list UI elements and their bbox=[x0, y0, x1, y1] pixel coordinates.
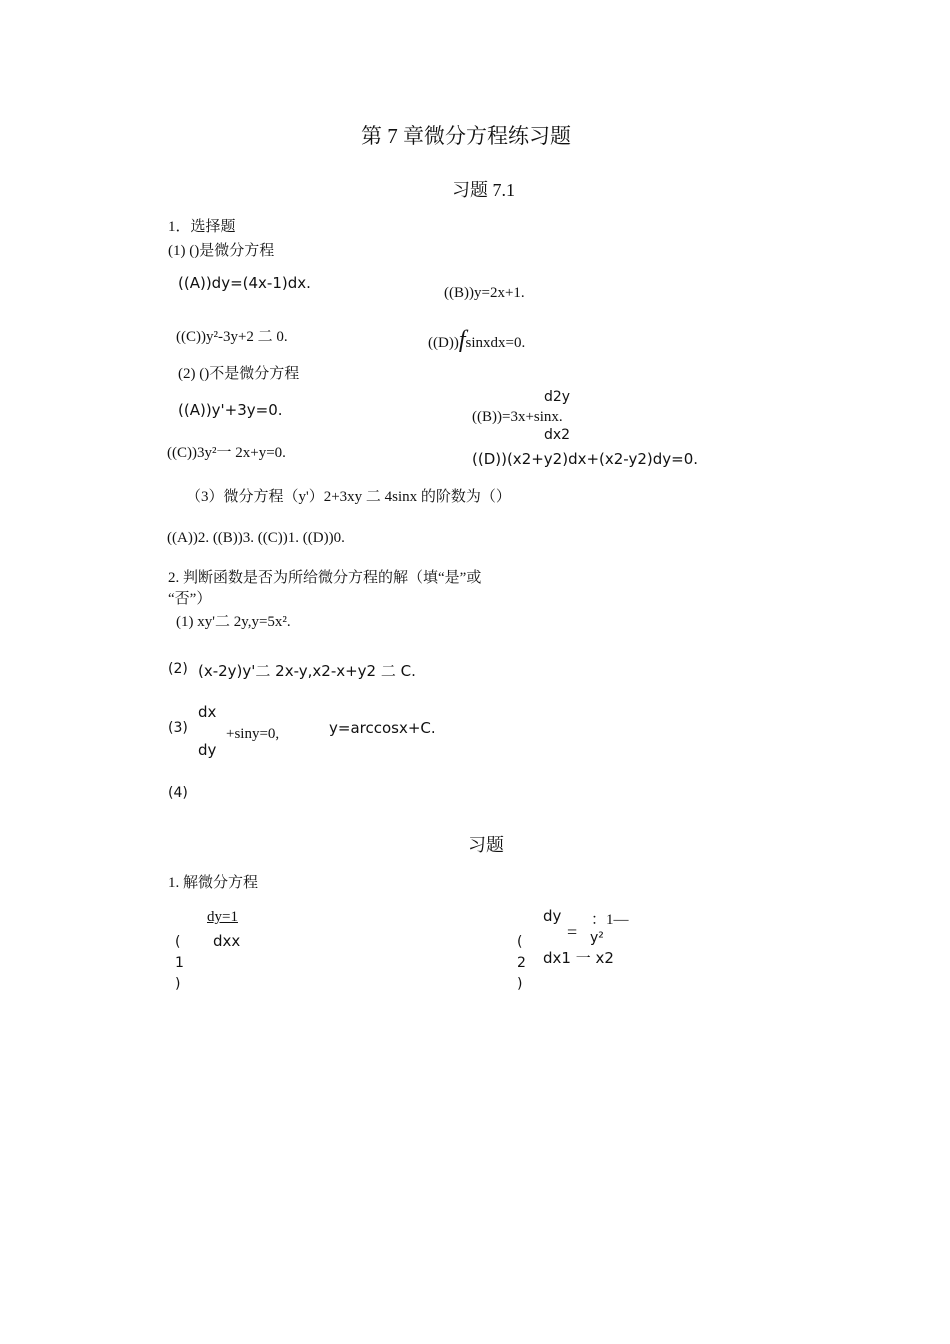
q1-p1-option-c: ((C))y²-3y+2 二 0. bbox=[176, 329, 288, 345]
eq2-y-squared: y² bbox=[590, 930, 604, 946]
q1-p2-label: (2) ()不是微分方程 bbox=[178, 366, 300, 382]
q2-item-3-number: (3) bbox=[168, 720, 188, 736]
section-title-7-1: 习题 7.1 bbox=[452, 180, 515, 200]
q1-p2-option-d: ((D))(x2+y2)dx+(x2-y2)dy=0. bbox=[472, 450, 699, 468]
q2-item-3-numerator: dx bbox=[198, 703, 217, 721]
q1-heading: 1．选择题 bbox=[168, 219, 236, 235]
q1-p2-option-b-numerator: d2y bbox=[544, 389, 571, 405]
q3-heading: 1. 解微分方程 bbox=[168, 875, 259, 891]
eq2-denominator: dx1 一 x2 bbox=[543, 949, 614, 967]
q1-p1-option-d-prefix: ((D)) bbox=[428, 335, 459, 351]
q1-p1-option-a: ((A))dy=(4x-1)dx. bbox=[178, 274, 311, 292]
eq1-numerator: dy=1 bbox=[207, 909, 238, 925]
eq1-number-close: ) bbox=[175, 976, 181, 992]
section-title-2: 习题 bbox=[468, 835, 504, 855]
q1-p2-option-b-denominator: dx2 bbox=[544, 427, 571, 443]
q2-item-3-denominator: dy bbox=[198, 741, 217, 759]
q1-p2-option-c: ((C))3y²一 2x+y=0. bbox=[167, 445, 286, 461]
eq2-numerator: dy bbox=[543, 907, 562, 925]
q2-item-1: (1) xy'二 2y,y=5x². bbox=[176, 614, 291, 630]
q2-item-2: (x-2y)y'二 2x-y,x2-x+y2 二 C. bbox=[198, 662, 416, 680]
eq1-number-open: ( bbox=[175, 934, 181, 950]
eq1-denominator: dxx bbox=[213, 932, 241, 950]
q1-p3-options: ((A))2. ((B))3. ((C))1. ((D))0. bbox=[167, 530, 345, 546]
q1-p2-option-a: ((A))y'+3y=0. bbox=[178, 401, 283, 419]
q2-item-3-solution: y=arccosx+C. bbox=[329, 719, 436, 737]
q1-p1-option-b: ((B))y=2x+1. bbox=[444, 285, 525, 301]
integral-symbol: f bbox=[458, 327, 466, 353]
q2-heading-line2: “否”） bbox=[168, 591, 212, 607]
q1-p1-label: (1) ()是微分方程 bbox=[168, 243, 275, 259]
q2-item-3-equation: +siny=0, bbox=[226, 726, 280, 742]
q1-p2-option-b: ((B))=3x+sinx. bbox=[472, 409, 563, 425]
eq2-number-close: ) bbox=[517, 976, 523, 992]
q1-p1-option-d-rest: sinxdx=0. bbox=[465, 335, 526, 351]
page-title: 第 7 章微分方程练习题 bbox=[361, 124, 571, 148]
eq2-number: 2 bbox=[517, 955, 526, 971]
q2-heading-line1: 2. 判断函数是否为所给微分方程的解（填“是”或 bbox=[168, 570, 482, 586]
eq2-number-open: ( bbox=[517, 934, 523, 950]
eq2-right-top: ：1— bbox=[591, 912, 629, 928]
q1-p1-option-d bbox=[428, 327, 525, 354]
q2-item-4-number: (4) bbox=[168, 785, 188, 801]
eq2-equals: = bbox=[567, 922, 578, 942]
q1-p3-label: （3）微分方程（y'）2+3xy 二 4sinx 的阶数为（） bbox=[186, 489, 511, 505]
eq1-number: 1 bbox=[175, 955, 184, 971]
q2-item-2-number: (2) bbox=[168, 661, 188, 677]
